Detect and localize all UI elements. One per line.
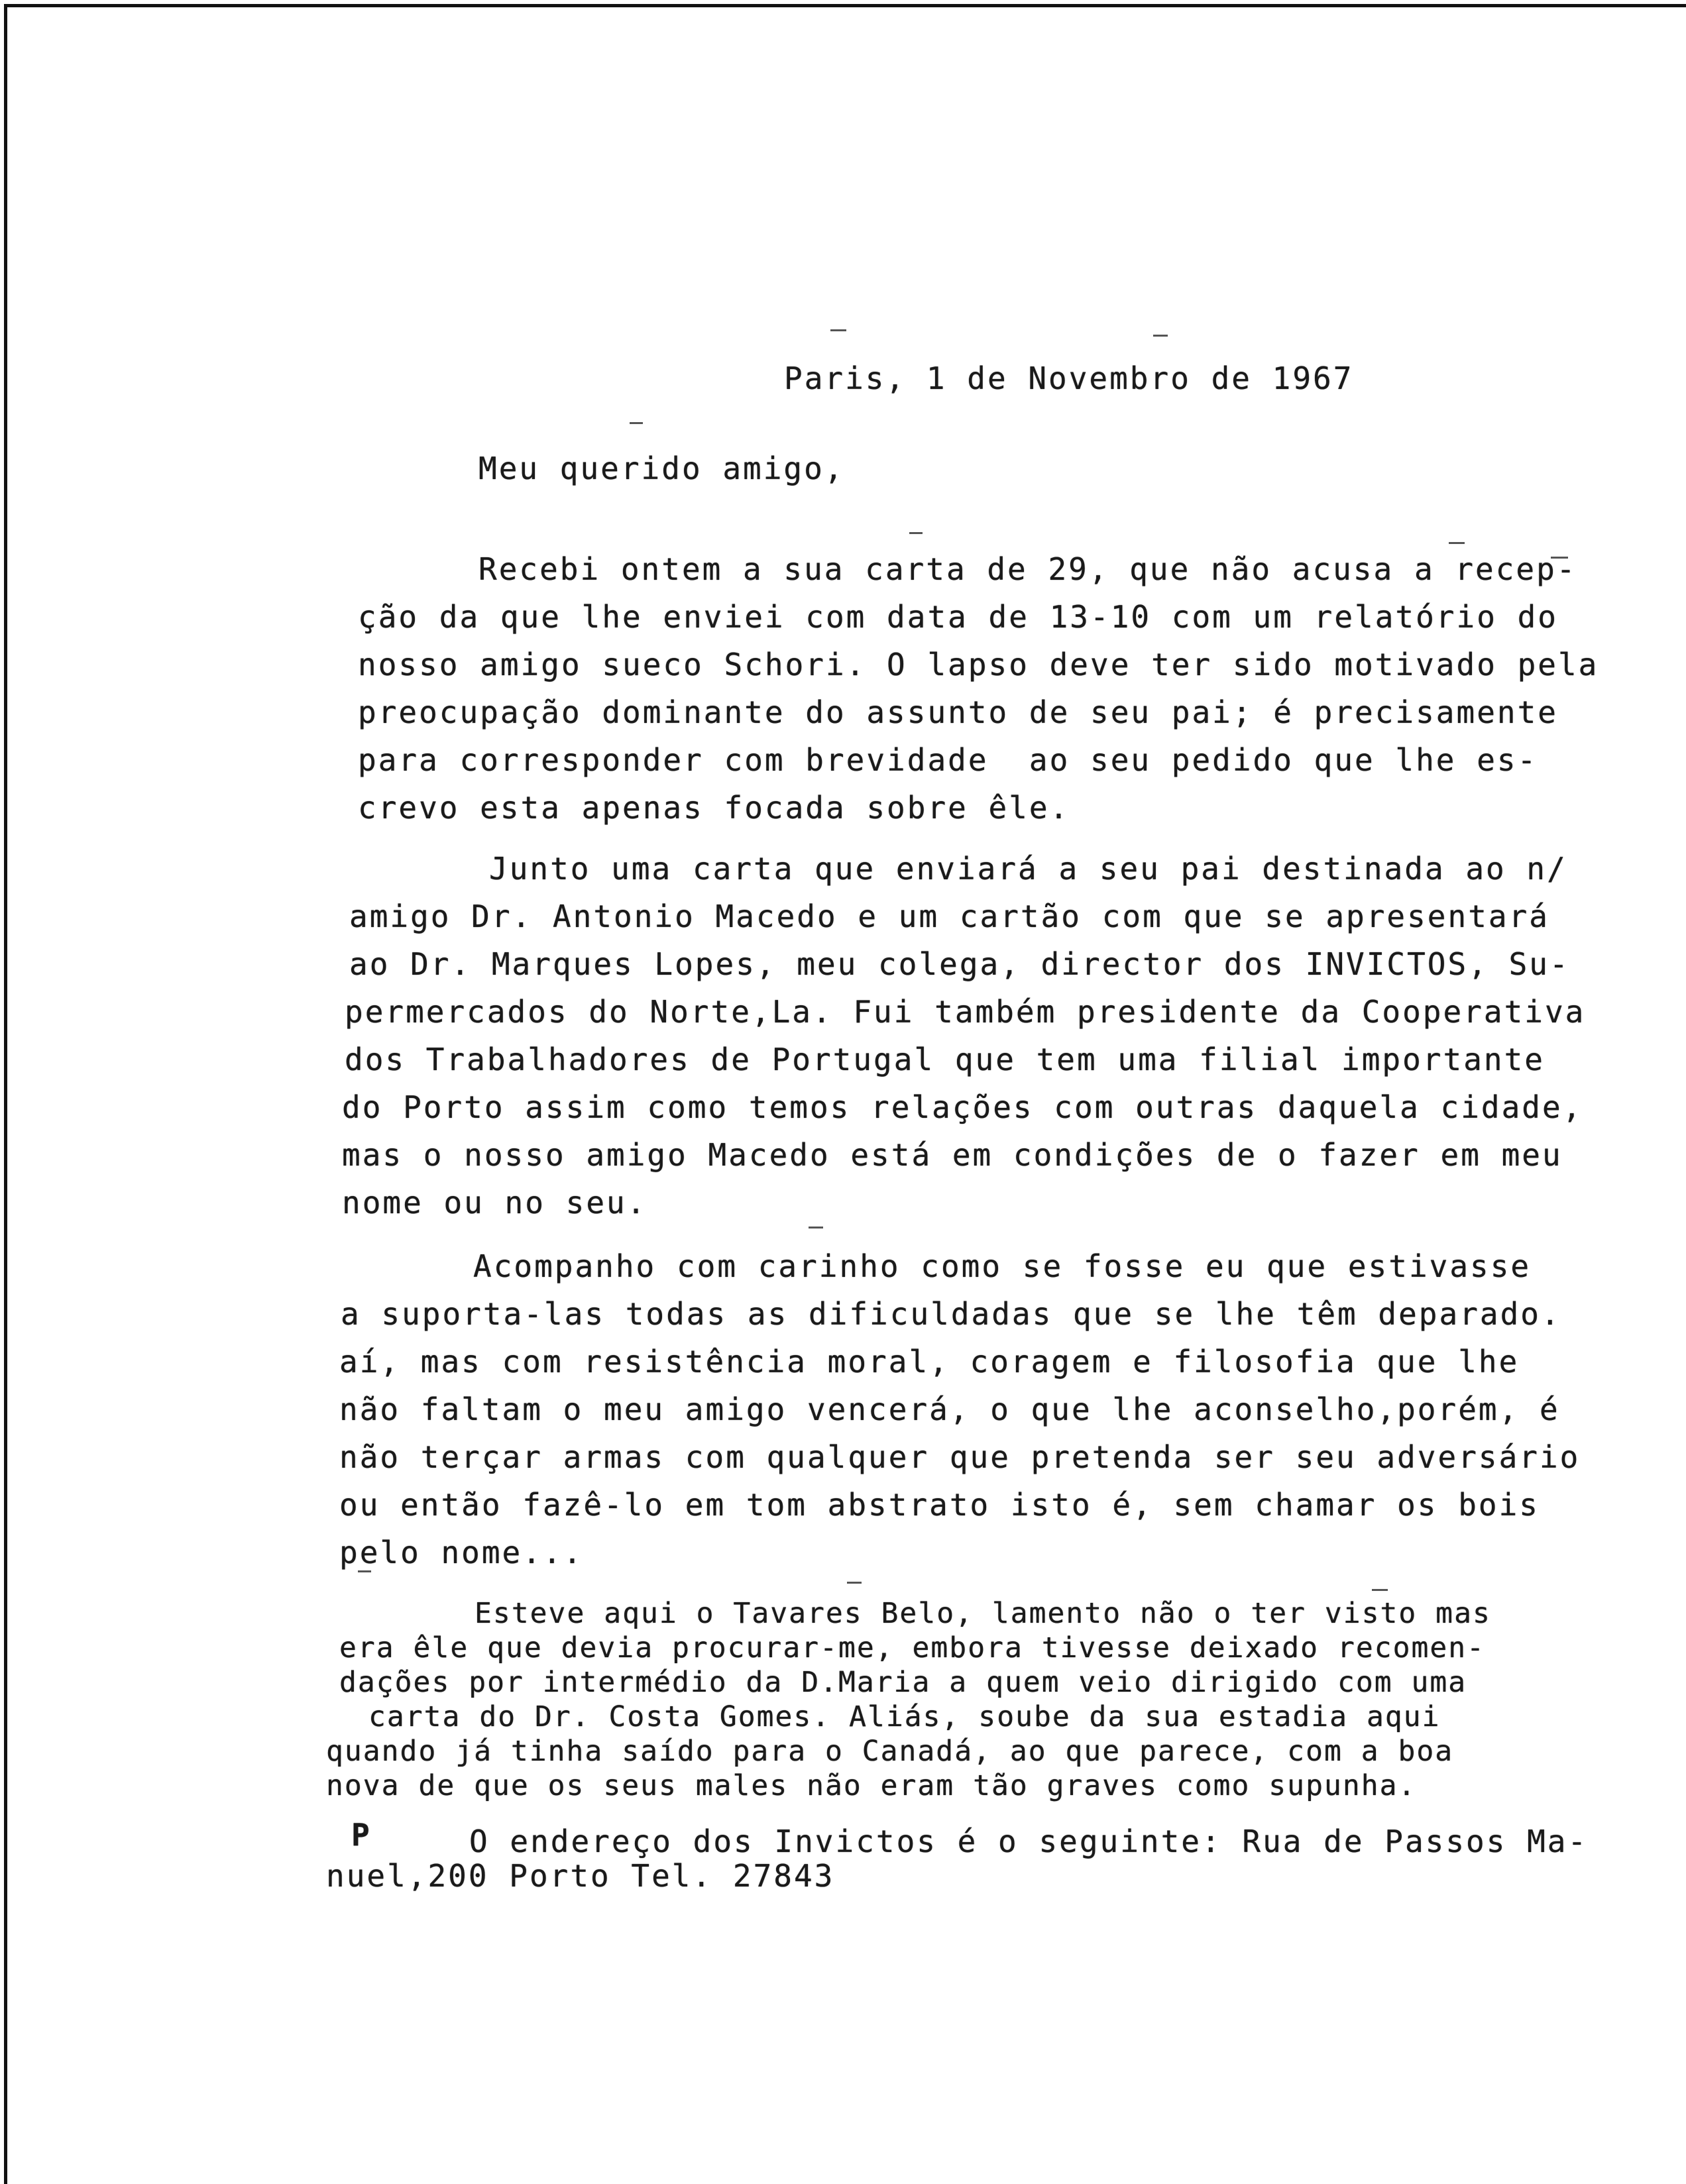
stray-mark [630, 422, 643, 424]
page-border-left [4, 4, 7, 2184]
stray-mark [909, 532, 923, 534]
text-line: Recebi ontem a sua carta de 29, que não acusa a recep- [478, 551, 1577, 587]
stray-mark [358, 1570, 371, 1572]
text-line: ao Dr. Marques Lopes, meu colega, director dos INVICTOS, Su- [349, 946, 1570, 982]
text-line: nome ou no seu. [342, 1185, 647, 1221]
text-line: aí, mas com resistência moral, coragem e filosofia que lhe [339, 1344, 1520, 1380]
text-line: amigo Dr. Antonio Macedo e um cartão com que se apresentará [349, 899, 1549, 934]
text-line: permercados do Norte,La. Fui também presidente da Cooperativa [345, 994, 1586, 1030]
text-line: preocupação dominante do assunto de seu pai; é precisamente [358, 694, 1558, 730]
margin-mark: P [351, 1817, 372, 1853]
salutation: Meu querido amigo, [478, 451, 845, 486]
text-line: quando já tinha saído para o Canadá, ao que parece, com a boa [326, 1735, 1454, 1768]
text-line: pelo nome... [339, 1535, 584, 1570]
text-line: nosso amigo sueco Schori. O lapso deve ter sido motivado pela [358, 647, 1599, 682]
text-line: a suporta-las todas as dificuldadas que se lhe têm deparado. [341, 1296, 1561, 1332]
text-line: era êle que devia procurar-me, embora tivesse deixado recomen- [339, 1631, 1486, 1665]
text-line: dações por intermédio da D.Maria a quem veio dirigido com uma [339, 1666, 1467, 1699]
text-line: nuel,200 Porto Tel. 27843 [326, 1858, 835, 1894]
date-line: Paris, 1 de Novembro de 1967 [784, 360, 1354, 396]
text-line: Junto uma carta que enviará a seu pai destinada ao n/ [489, 851, 1567, 887]
text-line: não faltam o meu amigo vencerá, o que lhe aconselho,porém, é [339, 1392, 1560, 1427]
text-line: ou então fazê-lo em tom abstrato isto é, sem chamar os bois [339, 1487, 1540, 1523]
stray-mark [809, 1227, 823, 1228]
text-line: carta do Dr. Costa Gomes. Aliás, soube da sua estadia aqui [368, 1700, 1441, 1733]
page-border-top [4, 4, 1686, 7]
text-line: Esteve aqui o Tavares Belo, lamento não o ter visto mas [475, 1597, 1491, 1630]
text-line: mas o nosso amigo Macedo está em condições de o fazer em meu [342, 1137, 1563, 1173]
stray-mark [1449, 542, 1465, 544]
text-line: nova de que os seus males não eram tão graves como supunha. [326, 1769, 1417, 1802]
stray-mark [830, 329, 846, 331]
stray-mark [847, 1582, 862, 1584]
stray-mark [1372, 1589, 1388, 1591]
text-line: O endereço dos Invictos é o seguinte: Rua de Passos Ma- [469, 1824, 1589, 1859]
text-line: dos Trabalhadores de Portugal que tem uma filial importante [345, 1042, 1545, 1077]
text-line: crevo esta apenas focada sobre êle. [358, 790, 1070, 826]
text-line: para corresponder com brevidade ao seu pedido que lhe es- [358, 742, 1538, 778]
text-line: do Porto assim como temos relações com outras daquela cidade, [342, 1089, 1583, 1125]
text-line: ção da que lhe enviei com data de 13-10 com um relatório do [358, 599, 1558, 635]
text-line: não terçar armas com qualquer que pretenda ser seu adversário [339, 1439, 1581, 1475]
text-line: Acompanho com carinho como se fosse eu que estivasse [473, 1248, 1532, 1284]
stray-mark [1153, 335, 1168, 337]
